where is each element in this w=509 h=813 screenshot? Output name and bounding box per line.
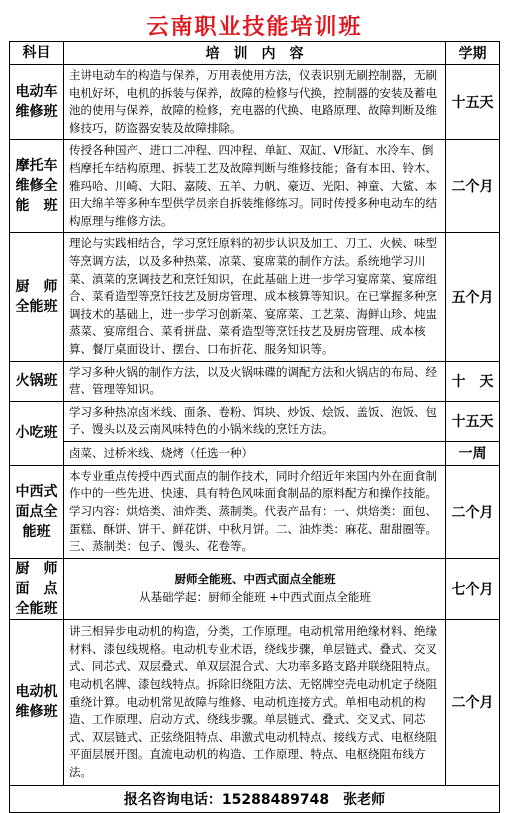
course-name [10, 619, 64, 785]
course-name-line: 全能班 [15, 600, 58, 617]
course-name-line: 能 班 [15, 198, 58, 215]
course-name [10, 140, 64, 233]
course-duration: 一周 [446, 441, 500, 465]
table-row [10, 465, 500, 558]
course-name-line: 厨 师 [15, 560, 58, 577]
course-name-line: 维修全 [15, 178, 58, 195]
course-duration: 二个月 [446, 465, 500, 558]
course-name [10, 558, 64, 619]
course-name-line: 维修班 [15, 704, 58, 721]
course-content: 传授各种国产、进口二冲程、四冲程、单缸、双缸、V形缸、水冷车、倒档摩托车结构原理、拆装工艺及故障判断与维修技能；备有本田、铃木、雅玛哈、川崎、大阳、嘉陵、五羊、力帆、豪迈、光阳、神童、大鲨、本田大绵羊等多种车型供学员亲自拆装维修练习。同时传授多种电动车的结构原理与维修方法。 [64, 140, 446, 233]
course-content: 本专业重点传授中西式面点的制作技术，同时介绍近年来国内外在面食制作中的一些先进、快速、具有特色风味面食制品的原料配方和操作技能。学习内容：烘焙类、油炸类、蒸制类。代表产品有：一、烘焙类：面包、蛋糕、酥饼、饼干、鲜花饼、中秋月饼。二、油炸类：麻花、甜甜圈等。三、蒸制类：包子、馒头、花卷等。 [64, 465, 446, 558]
course-duration: 二个月 [446, 140, 500, 233]
table-row [10, 65, 500, 140]
table-row [10, 140, 500, 233]
course-duration: 十 天 [446, 361, 500, 401]
course-duration: 五个月 [446, 233, 500, 361]
course-name-line: 中西式 [15, 483, 58, 500]
table-footer-row [10, 785, 500, 812]
course-table [9, 41, 500, 813]
course-content-line: 厨师全能班、中西式面点全能班 [174, 572, 336, 587]
table-row [10, 619, 500, 785]
course-name-line: 面 点 [15, 580, 58, 597]
course-name [10, 401, 64, 465]
table-row [10, 361, 500, 401]
course-content-line: 从基础学起：厨师全能班 +中西式面点全能班 [139, 589, 371, 604]
course-content: 理论与实践相结合，学习烹饪原料的初步认识及加工、刀工、火候、味型等烹调方法，以及多种热菜、凉菜、宴席菜的制作方法。系统地学习川菜、滇菜的烹调技艺和烹饪知识，在此基础上进一步学习宴席菜、宴席组合、菜肴造型等烹饪技艺及厨房管理、成本核算等知识。在已掌握多种烹调技术的基础上，进一步学习创新菜、宴席菜、工艺菜、海鲜山珍、炖盅蒸菜、宴席组合、菜肴拼盘、菜肴造型等烹饪技艺及厨房管理、成本核算、餐厅桌面设计、摆台、口布折花、服务知识等。 [64, 233, 446, 361]
course-name-line: 维修班 [15, 104, 58, 121]
course-content: 学习多种火锅的制作方法，以及火锅味碟的调配方法和火锅店的布局、经营、管理等知识。 [64, 361, 446, 401]
course-duration: 十五天 [446, 401, 500, 441]
course-name-line: 电动车 [15, 84, 58, 101]
contact-footer: 报名咨询电话：15288489748 张老师 [10, 785, 500, 812]
course-content: 主讲电动车的构造与保养，万用表使用方法，仪表识别无刷控制器，无刷电机好坏，电机的拆装与保养，故障的检修与代换，控制器的安装及蓄电池的使用与保养，故障的检修，充电器的代换、电路原理、故障判断及维修技巧，防盗器安装及故障排除。 [64, 65, 446, 140]
table-header-row [10, 42, 500, 65]
table-row [10, 401, 500, 441]
course-content: 学习多种热凉卤米线、面条、卷粉、饵块、炒饭、烩饭、盖饭、泡饭、包子、馒头以及云南风味特色的小锅米线的烹饪方法。 [64, 401, 446, 441]
course-name-line: 摩托车 [15, 158, 58, 175]
table-row [10, 441, 500, 465]
page-title: 云南职业技能培训班 [146, 15, 363, 40]
course-content: 讲三相异步电动机的构造，分类，工作原理。电动机常用绝缘材料、绝缘材料、漆包线规格。电动机专业术语，绕线步骤，单层链式、叠式、交叉式、同芯式、双层叠式、单双层混合式、大功率多路支路并联绕阻特点。电动机名牌、漆包线特点。拆除旧绕阻方法、无铭牌空壳电动机定子绕阻重绕计算。电动机常见故障与维修、电动机连接方式。单相电动机的构造、工作原理、启动方式、绕线步骤。单层链式、叠式、交叉式、同芯式、双层链式、正弦绕阻特点、串激式电动机特点、接线方式、电枢绕阻平面层展开图。直流电动机的构造、工作原理、特点、电枢绕阻布线方法。 [64, 619, 446, 785]
table-row [10, 233, 500, 361]
course-name-line: 全能班 [15, 298, 58, 315]
course-name [10, 65, 64, 140]
course-content: 卤菜、过桥米线、烧烤（任选一种） [64, 441, 446, 465]
course-name-line: 火锅班 [15, 373, 58, 390]
course-duration: 七个月 [446, 558, 500, 619]
course-name [10, 233, 64, 361]
course-name-line: 小吃班 [15, 425, 58, 442]
course-name [10, 361, 64, 401]
table-row [10, 558, 500, 619]
header-content: 培 训 内 容 [64, 42, 446, 65]
course-content [64, 558, 446, 619]
course-duration: 二个月 [446, 619, 500, 785]
course-name-line: 厨 师 [15, 278, 58, 295]
course-name [10, 465, 64, 558]
course-duration: 十五天 [446, 65, 500, 140]
course-name-line: 面点全 [15, 503, 58, 520]
header-subject: 科目 [10, 42, 64, 65]
header-duration: 学期 [446, 42, 500, 65]
course-name-line: 电动机 [15, 684, 58, 701]
course-name-line: 能班 [22, 523, 51, 540]
